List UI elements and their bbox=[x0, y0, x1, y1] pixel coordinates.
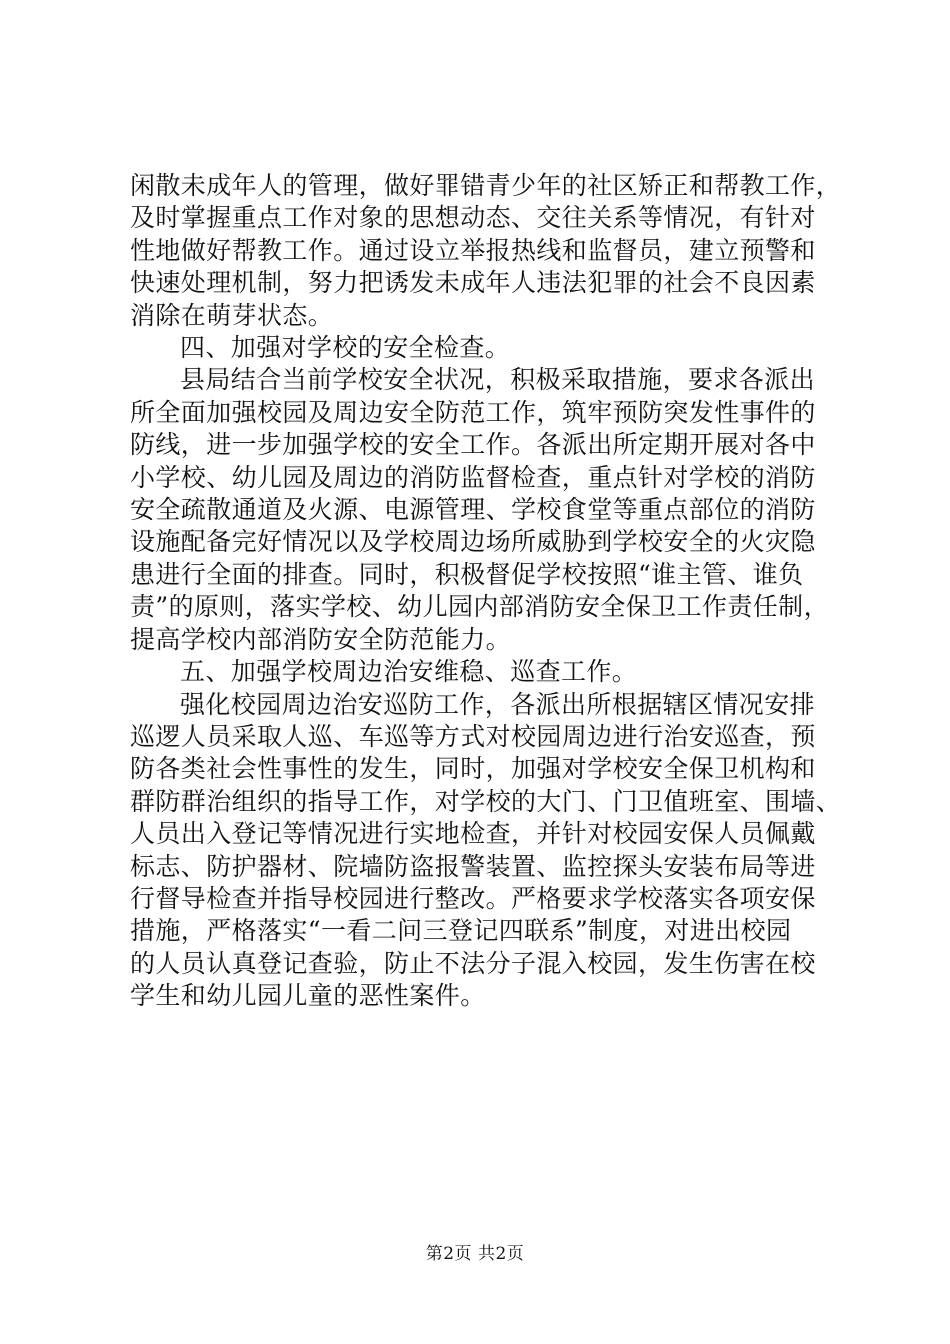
page-footer: 第2页 共2页 bbox=[425, 1244, 525, 1264]
text-line: 巡逻人员采取人巡、车巡等方式对校园周边进行治安巡查，预 bbox=[130, 721, 816, 751]
text-line: 措施，严格落实“一看二问三登记四联系”制度，对进出校园 bbox=[130, 916, 792, 946]
text-line: 的人员认真登记查验，防止不法分子混入校园，发生伤害在校 bbox=[130, 948, 816, 978]
text-line: 小学校、幼儿园及周边的消防监督检查，重点针对学校的消防 bbox=[130, 462, 816, 492]
section-heading-4: 四、加强对学校的安全检查。 bbox=[180, 333, 511, 363]
text-line: 所全面加强校园及周边安全防范工作，筑牢预防突发性事件的 bbox=[130, 397, 816, 427]
text-line: 学生和幼儿园儿童的恶性案件。 bbox=[130, 981, 486, 1011]
text-line: 防各类社会性事性的发生，同时，加强对学校安全保卫机构和 bbox=[130, 754, 816, 784]
text-line: 消除在萌芽状态。 bbox=[130, 300, 334, 330]
text-line: 患进行全面的排查。同时，积极督促学校按照“谁主管、谁负 bbox=[130, 559, 804, 589]
text-line: 群防群治组织的指导工作，对学校的大门、门卫值班室、围墙、 bbox=[130, 786, 842, 816]
text-line: 标志、防护器材、院墙防盗报警装置、监控探头安装布局等进 bbox=[130, 851, 816, 881]
text-line: 县局结合当前学校安全状况，积极采取措施，要求各派出 bbox=[180, 365, 816, 395]
text-line: 行督导检查并指导校园进行整改。严格要求学校落实各项安保 bbox=[130, 883, 816, 913]
text-line: 及时掌握重点工作对象的思想动态、交往关系等情况，有针对 bbox=[130, 203, 816, 233]
text-line: 设施配备完好情况以及学校周边场所威胁到学校安全的火灾隐 bbox=[130, 527, 816, 557]
document-body bbox=[130, 170, 842, 1013]
text-line: 快速处理机制，努力把诱发未成年人违法犯罪的社会不良因素 bbox=[130, 268, 816, 298]
text-line: 闲散未成年人的管理，做好罪错青少年的社区矫正和帮教工作， bbox=[130, 171, 842, 200]
section-heading-5: 五、加强学校周边治安维稳、巡查工作。 bbox=[180, 657, 638, 687]
text-line: 性地做好帮教工作。通过设立举报热线和监督员，建立预警和 bbox=[130, 235, 816, 265]
text-line: 提高学校内部消防安全防范能力。 bbox=[130, 624, 512, 654]
text-line: 安全疏散通道及火源、电源管理、学校食堂等重点部位的消防 bbox=[130, 495, 816, 525]
text-line: 强化校园周边治安巡防工作，各派出所根据辖区情况安排 bbox=[180, 689, 816, 719]
text-line: 人员出入登记等情况进行实地检查，并针对校园安保人员佩戴 bbox=[130, 819, 816, 849]
text-line: 防线，进一步加强学校的安全工作。各派出所定期开展对各中 bbox=[130, 430, 816, 460]
text-line: 责”的原则，落实学校、幼儿园内部消防安全保卫工作责任制， bbox=[130, 592, 829, 622]
